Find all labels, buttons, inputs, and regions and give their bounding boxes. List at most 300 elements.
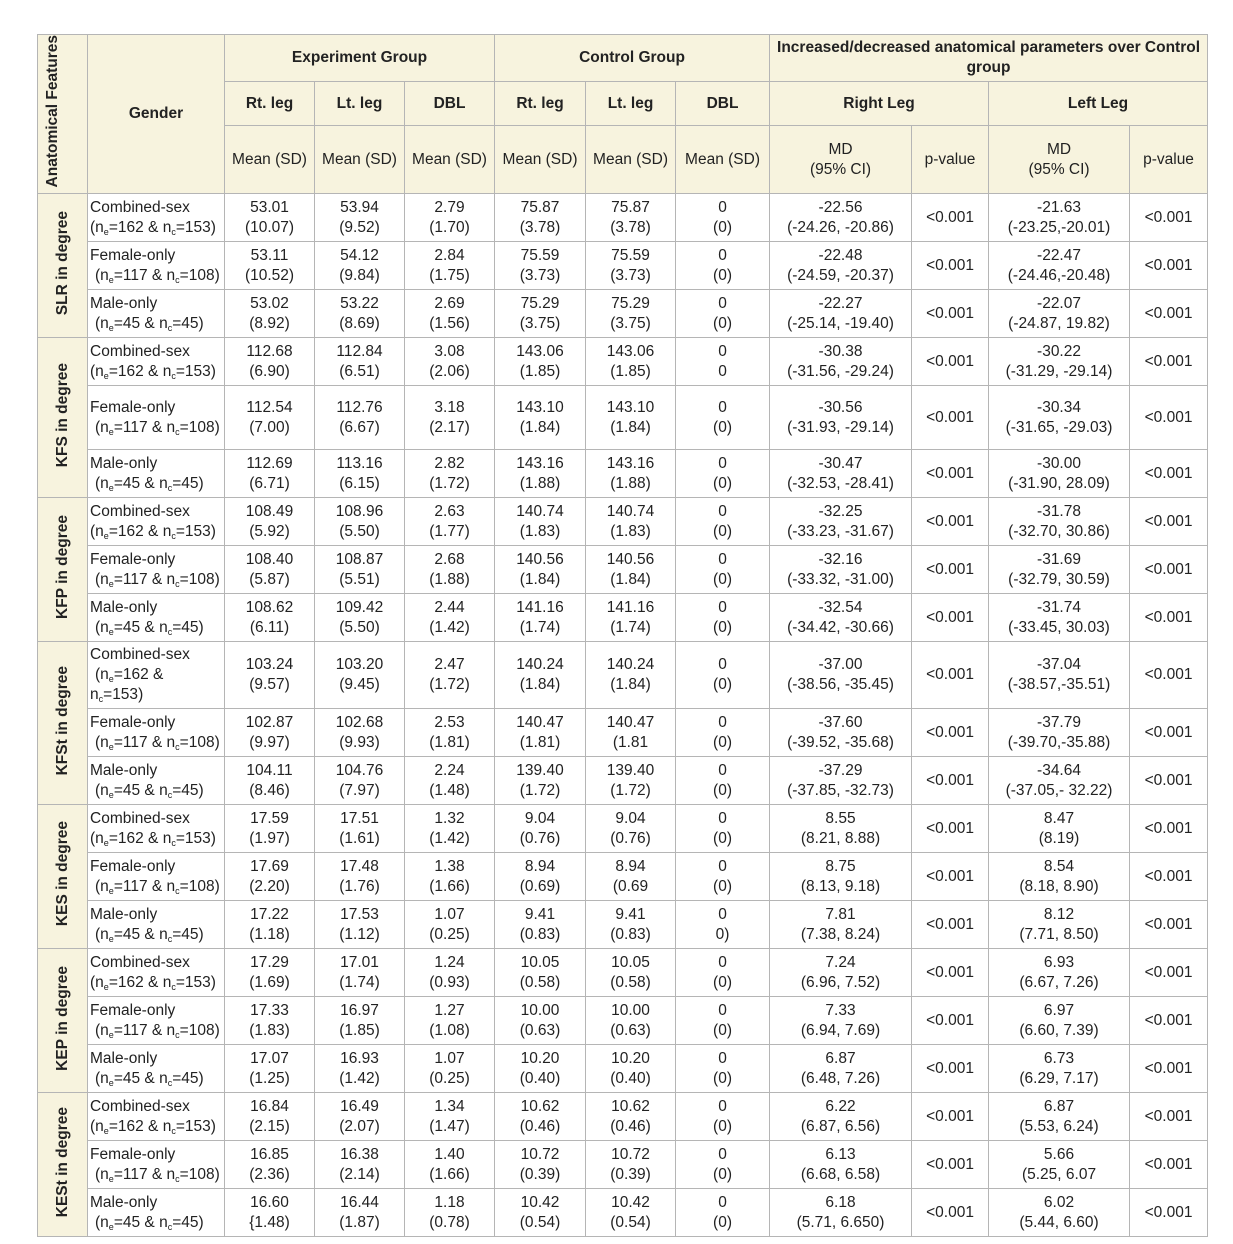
left-leg-p-cell (1130, 498, 1208, 546)
exp-lt-leg-cell (315, 853, 405, 901)
exp-rt-leg-cell (225, 997, 315, 1045)
ctrl-rt-leg-cell (495, 1045, 586, 1093)
increased-decreased-header: Increased/decreased anatomical parameters over Control group (770, 35, 1208, 82)
gender-label: Male-only (90, 454, 158, 472)
value: 0 (718, 905, 727, 923)
interval: (7.71, 8.50) (1019, 925, 1099, 943)
gender-cell (88, 498, 225, 546)
value: <0.001 (1144, 819, 1193, 837)
exp-dbl-cell (405, 709, 495, 757)
value: -31.74 (1037, 598, 1081, 616)
interval: (6.29, 7.17) (1019, 1069, 1099, 1087)
ctrl-dbl-cell (676, 194, 770, 242)
gender-cell (88, 194, 225, 242)
sample-size-line: ($n_e=45$ & $n_c=45$) (95, 618, 204, 637)
feature-label-cell (38, 498, 88, 642)
value: 16.84 (250, 1097, 289, 1115)
interval: (5.92) (249, 522, 290, 540)
value: 8.12 (1043, 905, 1075, 923)
value: 0 (718, 550, 727, 568)
value: 104.11 (246, 761, 293, 779)
interval: (6.94, 7.69) (800, 1021, 881, 1039)
gender-label: Female-only (90, 398, 176, 416)
ctrl-lt-leg-cell (586, 642, 676, 709)
value: 7.24 (825, 953, 856, 971)
sample-size: 162 (117, 1117, 144, 1135)
exp-rt-leg-cell (225, 338, 315, 386)
right-leg-p-cell (912, 805, 989, 853)
gender-label: Combined-sex (90, 953, 190, 971)
value: 2.53 (434, 713, 465, 731)
interval: (0) (713, 266, 732, 284)
ctrl-lt-leg-cell (586, 498, 676, 546)
sample-size: 45 (122, 925, 141, 943)
interval: (0.54) (610, 1213, 651, 1231)
interval: (0) (713, 973, 732, 991)
value: 17.01 (340, 953, 379, 971)
value: <0.001 (1144, 1011, 1193, 1029)
sample-size: 45 (122, 618, 141, 636)
interval: (6.11) (249, 618, 290, 636)
gender-label: Male-only (90, 1193, 158, 1211)
value: -22.27 (818, 294, 863, 312)
gender-cell (88, 338, 225, 386)
interval: (1.83) (519, 522, 561, 540)
interval: (8.13, 9.18) (800, 877, 881, 895)
feature-label: KEP in degree (53, 965, 71, 1071)
sample-size: 45 (122, 1069, 141, 1087)
interval: (5.50) (339, 618, 380, 636)
exp-rt-leg-cell (225, 1141, 315, 1189)
sample-size-line: ($n_e=162$ & $n_c=153$) (90, 829, 216, 848)
right-leg-p-cell (912, 290, 989, 338)
interval: (-23.25,-20.01) (1007, 218, 1111, 236)
value: 17.53 (340, 905, 379, 923)
interval: (-34.42, -30.66) (787, 618, 894, 636)
value: 53.11 (250, 246, 289, 264)
ctrl-rt-leg-cell (495, 450, 586, 498)
value: -30.22 (1037, 342, 1081, 360)
interval: (0) (713, 1069, 732, 1087)
interval: (9.84) (339, 266, 380, 284)
interval: (-24.46,-20.48) (1007, 266, 1111, 284)
exp-dbl-cell (405, 1141, 495, 1189)
exp-lt-leg-cell (315, 290, 405, 338)
interval: (1.88) (610, 474, 651, 492)
subscript: e (108, 1173, 114, 1184)
interval: (0.63) (610, 1021, 651, 1039)
value: 0 (718, 198, 727, 216)
right-leg-md-cell (770, 1045, 912, 1093)
value: 17.07 (250, 1049, 289, 1067)
exp-lt-leg-cell (315, 949, 405, 997)
interval: (1.87) (339, 1213, 380, 1231)
interval: (3.78) (519, 218, 561, 236)
ctrl-lt-leg-cell (586, 242, 676, 290)
interval: (5.44, 6.60) (1019, 1213, 1099, 1231)
value: <0.001 (926, 1107, 974, 1125)
interval: (0.25) (429, 1069, 470, 1087)
sample-size: 108 (188, 1021, 215, 1039)
value: -30.34 (1037, 398, 1081, 416)
value: 0 (718, 1145, 727, 1163)
left-leg-header: Left Leg (989, 81, 1208, 126)
mean-sd-header: Mean (SD) (315, 126, 405, 194)
exp-rt-leg-cell (225, 386, 315, 450)
interval: (6.67, 7.26) (1019, 973, 1099, 991)
left-leg-p-cell (1130, 386, 1208, 450)
exp-lt-leg-cell (315, 498, 405, 546)
p-value-header: p-value (912, 126, 989, 194)
interval: (0.69) (519, 877, 561, 895)
gender-cell (88, 1045, 225, 1093)
feature-label: KFP in degree (53, 515, 71, 619)
value: <0.001 (1144, 304, 1193, 322)
sample-size: 108 (188, 733, 215, 751)
value: 103.24 (245, 656, 294, 674)
right-leg-p-cell (912, 901, 989, 949)
interval: (1.66) (429, 1165, 470, 1183)
gender-cell (88, 546, 225, 594)
subscript: c (171, 981, 176, 992)
interval: (0.40) (610, 1069, 651, 1087)
interval: (1.83) (249, 1021, 290, 1039)
interval: (2.06) (429, 362, 470, 380)
ci-label: (95% CI) (809, 160, 872, 178)
gender-cell (88, 1093, 225, 1141)
right-leg-md-cell (770, 450, 912, 498)
value: 112.69 (246, 454, 293, 472)
exp-lt-leg-cell (315, 642, 405, 709)
right-leg-md-cell (770, 498, 912, 546)
sample-size: 117 (122, 1021, 148, 1039)
sample-size-line: ($n_e=117$ & $n_c=108$) (95, 266, 220, 285)
value: 143.10 (516, 398, 564, 416)
subscript: c (167, 322, 173, 333)
value: 140.24 (516, 656, 564, 674)
interval: (0.25) (429, 925, 470, 943)
value: 112.84 (336, 342, 383, 360)
interval: (0) (713, 676, 732, 694)
interval: (10.07) (244, 218, 295, 236)
value: 1.24 (434, 953, 465, 971)
exp-rt-leg-cell (225, 901, 315, 949)
ctrl-dbl-cell (676, 709, 770, 757)
value: -32.25 (818, 502, 863, 520)
right-leg-md-cell (770, 805, 912, 853)
exp-dbl-cell (405, 338, 495, 386)
value: 75.87 (611, 198, 650, 216)
right-leg-md-cell (770, 386, 912, 450)
interval: (0) (713, 781, 732, 799)
md-ci-header (770, 126, 912, 194)
value: -31.78 (1037, 502, 1081, 520)
value: 16.60 (250, 1193, 289, 1211)
exp-dbl-cell (405, 546, 495, 594)
value: 8.75 (825, 857, 856, 875)
feature-label: KFSt in degree (53, 665, 71, 776)
feature-label-cell (38, 338, 88, 498)
sample-size: 108 (188, 570, 215, 588)
interval: (6.90) (249, 362, 290, 380)
interval: (0.40) (519, 1069, 561, 1087)
right-leg-p-cell (912, 242, 989, 290)
value: 0 (718, 761, 727, 779)
right-leg-md-cell (770, 546, 912, 594)
md-label: MD (1046, 140, 1072, 158)
value: 10.62 (520, 1097, 560, 1115)
value: 1.32 (434, 809, 465, 827)
gender-cell (88, 853, 225, 901)
interval: (1.70) (429, 218, 470, 236)
value: <0.001 (1144, 512, 1193, 530)
value: 10.05 (520, 953, 560, 971)
value: 16.44 (340, 1193, 379, 1211)
table-row (38, 709, 1208, 757)
interval: (0.76) (519, 829, 561, 847)
value: 0 (718, 342, 727, 360)
interval: (1.84) (519, 418, 561, 436)
gender-label: Female-only (90, 1145, 176, 1163)
ctrl-dbl-cell (676, 546, 770, 594)
value: 75.59 (520, 246, 560, 264)
value: 2.82 (434, 454, 465, 472)
value: 53.02 (250, 294, 289, 312)
value: <0.001 (926, 1011, 974, 1029)
sample-size-line: $n_c=153$) (90, 686, 144, 705)
ctrl-dbl-cell (676, 1093, 770, 1141)
exp-lt-leg-cell (315, 1045, 405, 1093)
subscript: e (103, 226, 109, 237)
interval: (1.81) (429, 733, 470, 751)
right-leg-md-cell (770, 949, 912, 997)
ctrl-rt-leg-cell (495, 594, 586, 642)
left-leg-p-cell (1130, 1189, 1208, 1237)
value: 140.56 (516, 550, 564, 568)
value: <0.001 (1144, 963, 1193, 981)
exp-rt-leg-cell (225, 1093, 315, 1141)
interval: (0) (713, 570, 732, 588)
left-leg-p-cell (1130, 594, 1208, 642)
value: <0.001 (926, 666, 974, 684)
interval: (6.51) (339, 362, 380, 380)
interval: (8.69) (339, 314, 380, 332)
value: 0 (718, 1049, 727, 1067)
interval: (1.12) (339, 925, 380, 943)
interval: (6.15) (339, 474, 380, 492)
left-leg-md-cell (989, 386, 1130, 450)
right-leg-p-cell (912, 642, 989, 709)
right-leg-md-cell (770, 997, 912, 1045)
interval: (0.58) (610, 973, 651, 991)
interval: (-33.45, 30.03) (1008, 618, 1110, 636)
interval: (-32.79, 30.59) (1008, 570, 1110, 588)
value: <0.001 (926, 1059, 974, 1077)
sample-size: 153 (184, 218, 211, 236)
sample-size: 117 (122, 266, 148, 284)
interval: (6.48, 7.26) (800, 1069, 881, 1087)
left-leg-p-cell (1130, 1093, 1208, 1141)
value: 17.33 (250, 1001, 289, 1019)
sample-size: 153 (184, 362, 211, 380)
ctrl-lt-leg-cell (586, 709, 676, 757)
interval: (1.42) (339, 1069, 380, 1087)
value: 17.59 (250, 809, 289, 827)
interval: (1.18) (249, 925, 290, 943)
interval: (3.75) (610, 314, 651, 332)
ctrl-dbl-cell (676, 853, 770, 901)
interval: (2.15) (249, 1117, 290, 1135)
gender-cell (88, 594, 225, 642)
ctrl-lt-leg-cell (586, 997, 676, 1045)
value: -30.00 (1037, 454, 1081, 472)
value: 16.93 (340, 1049, 379, 1067)
value: -37.04 (1037, 656, 1081, 674)
exp-rt-leg-cell (225, 498, 315, 546)
value: 10.62 (611, 1097, 650, 1115)
value: -30.56 (818, 398, 863, 416)
exp-rt-leg-cell (225, 194, 315, 242)
right-leg-p-cell (912, 1093, 989, 1141)
interval: (1.08) (429, 1021, 470, 1039)
interval: (-38.57,-35.51) (1007, 676, 1111, 694)
value: <0.001 (1144, 1155, 1193, 1173)
exp-rt-leg-cell (225, 546, 315, 594)
left-leg-md-cell (989, 949, 1130, 997)
right-leg-p-cell (912, 997, 989, 1045)
subscript: c (171, 370, 176, 381)
interval: (-33.23, -31.67) (787, 522, 894, 540)
interval: (1.84) (519, 676, 561, 694)
ctrl-rt-leg-header: Rt. leg (495, 81, 586, 126)
interval: (7.38, 8.24) (800, 925, 881, 943)
value: 141.16 (516, 598, 564, 616)
interval: (5.51) (339, 570, 380, 588)
ctrl-lt-leg-cell (586, 1045, 676, 1093)
ctrl-dbl-cell (676, 757, 770, 805)
left-leg-p-cell (1130, 757, 1208, 805)
gender-label: Combined-sex (90, 342, 190, 360)
value: <0.001 (1144, 560, 1193, 578)
interval: (0.76) (610, 829, 651, 847)
ctrl-lt-leg-cell (586, 386, 676, 450)
gender-cell (88, 642, 225, 709)
ctrl-lt-leg-cell (586, 594, 676, 642)
left-leg-md-cell (989, 709, 1130, 757)
interval: (6.67) (339, 418, 380, 436)
subscript: c (175, 1029, 180, 1040)
ctrl-dbl-cell (676, 997, 770, 1045)
ctrl-rt-leg-cell (495, 1093, 586, 1141)
sample-size-line: ($n_e=45$ & $n_c=45$) (95, 314, 204, 333)
value: <0.001 (1144, 608, 1193, 626)
exp-rt-leg-cell (225, 1045, 315, 1093)
value: 6.97 (1043, 1001, 1075, 1019)
interval: (-38.56, -35.45) (787, 676, 894, 694)
exp-rt-leg-cell (225, 853, 315, 901)
sample-size-line: ($n_e=45$ & $n_c=45$) (95, 925, 204, 944)
value: <0.001 (1144, 915, 1193, 933)
interval: (9.52) (339, 218, 380, 236)
gender-label: Combined-sex (90, 198, 190, 216)
ctrl-rt-leg-cell (495, 997, 586, 1045)
ctrl-rt-leg-cell (495, 949, 586, 997)
subscript: c (175, 1173, 180, 1184)
left-leg-md-cell (989, 194, 1130, 242)
value: <0.001 (1144, 666, 1193, 684)
interval: (1.85) (610, 362, 651, 380)
left-leg-md-cell (989, 853, 1130, 901)
sample-size: 108 (188, 418, 215, 436)
interval: (3.73) (610, 266, 651, 284)
value: 0 (718, 454, 727, 472)
interval: (1.42) (429, 618, 470, 636)
subscript: e (108, 626, 114, 637)
sample-size-line: ($n_e=117$ & $n_c=108$) (95, 1021, 220, 1040)
exp-dbl-cell (405, 805, 495, 853)
sample-size: 117 (122, 733, 148, 751)
value: 17.22 (250, 905, 289, 923)
exp-lt-leg-cell (315, 901, 405, 949)
interval: (0) (713, 218, 732, 236)
interval: (2.17) (429, 418, 470, 436)
interval: (1.72) (429, 474, 470, 492)
ctrl-dbl-cell (676, 901, 770, 949)
left-leg-md-cell (989, 242, 1130, 290)
sample-size: 108 (188, 877, 215, 895)
value: -22.48 (818, 246, 863, 264)
gender-label: Male-only (90, 598, 158, 616)
interval: (1.84) (610, 418, 651, 436)
interval: (1.88) (519, 474, 561, 492)
interval: (1.74) (339, 973, 380, 991)
left-leg-p-cell (1130, 853, 1208, 901)
feature-label: KES in degree (53, 821, 71, 927)
sample-size-line: ($n_e=162$ & $n_c=153$) (90, 973, 216, 992)
interval: (0) (713, 1213, 732, 1231)
right-leg-md-cell (770, 242, 912, 290)
interval: (-31.93, -29.14) (787, 418, 894, 436)
value: <0.001 (926, 464, 974, 482)
value: 0 (718, 1001, 727, 1019)
gender-cell (88, 242, 225, 290)
value: <0.001 (926, 819, 974, 837)
interval: (8.46) (249, 781, 290, 799)
value: -30.47 (818, 454, 863, 472)
interval: (6.87, 6.56) (800, 1117, 881, 1135)
gender-label: Male-only (90, 1049, 158, 1067)
sample-size: 108 (188, 1165, 215, 1183)
interval: (6.68, 6.58) (800, 1165, 881, 1183)
interval: (6.60, 7.39) (1019, 1021, 1099, 1039)
table-row (38, 642, 1208, 709)
table-row (38, 450, 1208, 498)
interval: (-32.70, 30.86) (1008, 522, 1110, 540)
sample-size: 162 (122, 666, 149, 684)
interval: (-31.65, -29.03) (1005, 418, 1113, 436)
exp-rt-leg-cell (225, 450, 315, 498)
left-leg-md-cell (989, 1189, 1130, 1237)
value: <0.001 (1144, 723, 1193, 741)
value: -22.56 (818, 198, 863, 216)
sample-size: 45 (122, 314, 141, 332)
interval: (0) (713, 418, 732, 436)
interval: (2.07) (339, 1117, 380, 1135)
interval: (7.00) (249, 418, 290, 436)
ctrl-rt-leg-cell (495, 642, 586, 709)
gender-label: Female-only (90, 550, 176, 568)
gender-label: Female-only (90, 713, 176, 731)
